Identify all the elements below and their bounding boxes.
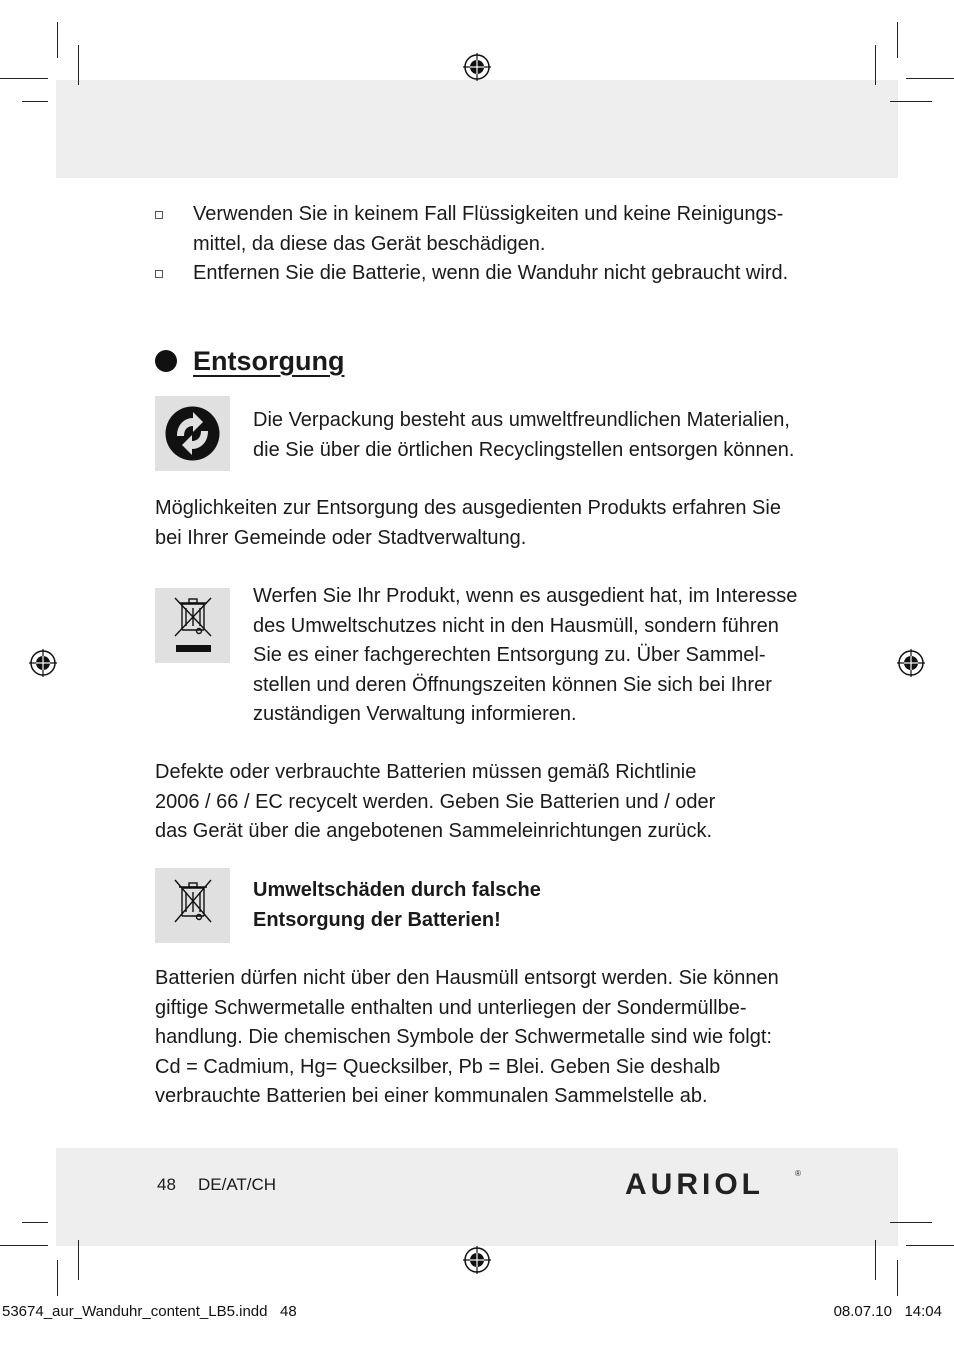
green-dot-recycling-icon <box>155 396 230 471</box>
auriol-logo <box>625 1166 805 1200</box>
svg-text:®: ® <box>795 1169 801 1178</box>
logo-text: AURIOL <box>625 1168 764 1200</box>
section-title: Entsorgung <box>193 345 345 376</box>
file-slug: 53674_aur_Wanduhr_content_LB5.indd 48 <box>2 1303 297 1320</box>
list-item-text: Verwenden Sie in keinem Fall Flüssigkeiten und keine Reinigungs- mittel, da diese das Gerät beschädigen. <box>193 203 784 255</box>
battery-warning-text: Umweltschäden durch falsche Entsorgung der Batterien! <box>253 879 541 931</box>
crossed-out-bin-icon <box>155 588 230 663</box>
language-code: DE/AT/CH <box>198 1175 277 1194</box>
recycling-text: Die Verpackung besteht aus umweltfreundlichen Materialien, die Sie über die örtlichen Recyclingstellen entsorgen können. <box>253 409 795 461</box>
registration-mark-icon <box>29 649 57 677</box>
list-item <box>155 200 815 259</box>
weee-text: Werfen Sie Ihr Produkt, wenn es ausgedient hat, im Interesse des Umweltschutzes nicht in den Hausmüll, sondern führen Sie es einer fachgerechten Entsorgung zu. Über Sammel- stellen und deren Öffnungszeiten können Sie sich bei Ihrer zuständigen Verwaltung informieren. <box>253 585 798 725</box>
registration-mark-icon <box>897 649 925 677</box>
list-item-text: Entfernen Sie die Batterie, wenn die Wanduhr nicht gebraucht wird. <box>193 262 789 284</box>
checkbox-square-icon <box>155 211 163 219</box>
heavy-metals-text: Batterien dürfen nicht über den Hausmüll entsorgt werden. Sie können giftige Schwermetalle enthalten und unterliegen der Sondermüllbe- handlung. Die chemischen Symbole der Schwermetalle sind wie folgt: Cd = Cadmium, Hg= Quecksilber, Pb = Blei. Geben Sie deshalb verbrauchte Batterien bei einer kommunalen Sammelstelle ab. <box>155 967 779 1107</box>
crossed-out-bin-icon <box>155 868 230 943</box>
header-band <box>56 80 898 178</box>
list-item <box>155 259 815 289</box>
section-heading <box>155 343 344 379</box>
battery-directive-text: Defekte oder verbrauchte Batterien müssen gemäß Richtlinie 2006 / 66 / EC recycelt werden. Geben Sie Batterien und / oder das Gerät über die angebotenen Sammeleinrichtungen zurück. <box>155 761 716 842</box>
registration-mark-icon <box>463 1246 491 1274</box>
registration-mark-icon <box>463 53 491 81</box>
date-time-slug: 08.07.10 14:04 <box>833 1303 942 1320</box>
bullet-dot-icon <box>155 350 177 372</box>
page-number: 48 <box>157 1175 176 1194</box>
care-instructions-list <box>155 200 815 289</box>
checkbox-square-icon <box>155 270 163 278</box>
disposal-options-text: Möglichkeiten zur Entsorgung des ausgedienten Produkts erfahren Sie bei Ihrer Gemeinde oder Stadtverwaltung. <box>155 497 781 549</box>
